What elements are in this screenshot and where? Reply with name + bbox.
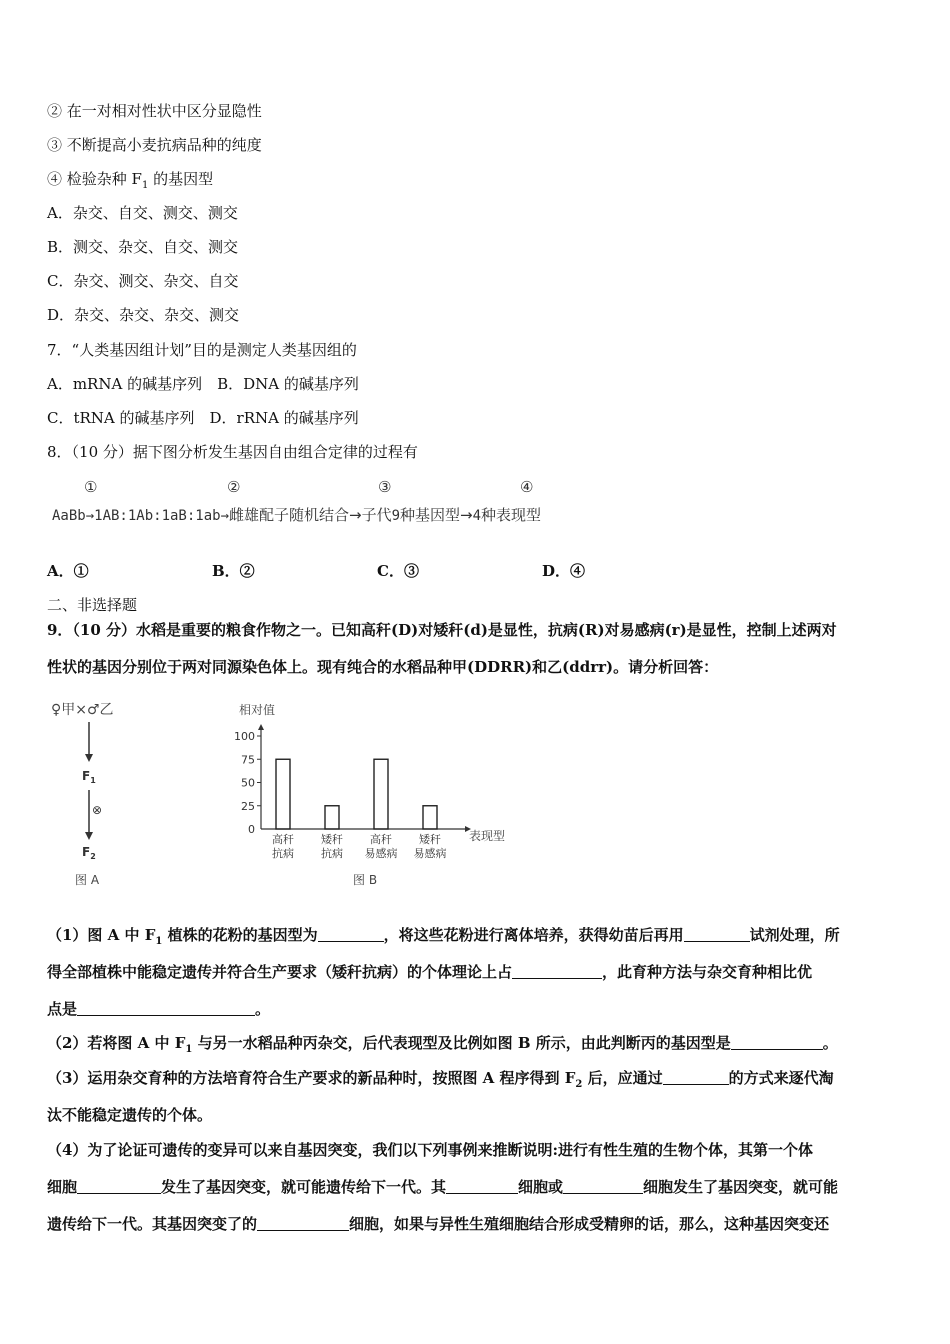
figure-a-caption: 图 A xyxy=(75,873,100,887)
q9-part2: （2）若将图 A 中 $F_1$ 与另一水稻品种丙杂交，后代表现型及比例如图 B 所示，由此判断丙的基因型是 。 xyxy=(47,1034,838,1055)
section-heading: 二、非选择题 xyxy=(47,596,138,614)
q7-options-ab: A．mRNA 的碱基序列 B．DNA 的碱基序列 xyxy=(47,375,359,393)
figure-b-chart xyxy=(225,694,525,894)
q9-part3-line2: 汰不能稳定遗传的个体。 xyxy=(47,1106,213,1124)
q8-flow-diagram xyxy=(52,504,541,525)
flow-text-1: 雌雄配子随机结合→子代 xyxy=(229,506,392,524)
chart-x-tick-label: 高秆 xyxy=(272,833,294,846)
q8-option-c: C．③ xyxy=(377,562,419,580)
q9-part4-line1: （4）为了论证可遗传的变异可以来自基因突变，我们以下列事例来推断说明:进行有性生殖的生物个体，其第一个体 xyxy=(47,1141,813,1159)
flow-genotype: AaBb→1AB:1Ab:1aB:1ab→ xyxy=(52,508,230,524)
q7-options-cd: C．tRNA 的碱基序列 D．rRNA 的碱基序列 xyxy=(47,409,359,427)
q8-marker-3: ③ xyxy=(378,478,392,496)
figure-a-cross: ♀甲×♂乙 xyxy=(51,702,114,718)
chart-x-tick-label: 高秆 xyxy=(370,833,392,846)
q8-option-b: B．② xyxy=(212,562,255,580)
chart-x-tick-label: 矮秆 xyxy=(321,833,343,846)
q9-part4-line2: 细胞 发生了基因突变，就可能遗传给下一代。其 细胞或 细胞发生了基因突变，就可能 xyxy=(47,1178,839,1196)
answer-blank[interactable] xyxy=(563,1178,643,1194)
chart-y-tick-label: 75 xyxy=(241,753,255,767)
q9-part1-line3: 点是 。 xyxy=(47,1000,271,1018)
answer-blank[interactable] xyxy=(446,1178,518,1194)
q9-stem-line1: 9．（10 分）水稻是重要的粮食作物之一。已知高秆(D)对矮秆(d)是显性，抗病(R)对易感病(r)是显性，控制上述两对 xyxy=(47,621,837,639)
q6-option-a: A．杂交、自交、测交、测交 xyxy=(47,204,238,222)
q8-option-d: D．④ xyxy=(542,562,586,580)
figure-a xyxy=(45,694,165,894)
q8-option-a: A．① xyxy=(47,562,89,580)
answer-blank[interactable] xyxy=(318,926,384,942)
item-3: ③ 不断提高小麦抗病品种的纯度 xyxy=(47,136,262,154)
flow-num-2: 4 xyxy=(472,508,482,524)
flow-text-3: 种表现型 xyxy=(481,506,542,524)
chart-bar xyxy=(423,806,437,829)
chart-x-tick-label: 易感病 xyxy=(413,847,447,860)
chart-x-tick-label: 矮秆 xyxy=(419,833,441,846)
q9-part3-line1: （3）运用杂交育种的方法培育符合生产要求的新品种时，按照图 A 程序得到 $F_2$ 后，应通过 的方式来逐代淘 xyxy=(47,1069,834,1090)
q8-marker-1: ① xyxy=(84,478,98,496)
q9-stem-line2: 性状的基因分别位于两对同源染色体上。现有纯合的水稻品种甲(DDRR)和乙(ddrr)。请分析回答： xyxy=(47,658,719,676)
q6-option-d: D．杂交、杂交、杂交、测交 xyxy=(47,306,240,324)
item-2: ② 在一对相对性状中区分显隐性 xyxy=(47,102,262,120)
answer-blank[interactable] xyxy=(77,1178,161,1194)
q9-part1-line2: 得全部植株中能稳定遗传并符合生产要求（矮秆抗病）的个体理论上占 ，此育种方法与杂交育种相比优 xyxy=(47,963,813,981)
chart-bar xyxy=(325,806,339,829)
chart-bar xyxy=(276,759,290,829)
figure-a-f1: $F_1$ xyxy=(82,769,96,785)
chart-y-tick-label: 50 xyxy=(241,776,255,790)
chart-y-tick-label: 100 xyxy=(234,730,255,743)
q8-marker-4: ④ xyxy=(520,478,534,496)
q6-option-c: C．杂交、测交、杂交、自交 xyxy=(47,272,239,290)
chart-bar xyxy=(374,759,388,829)
figure-a-selfing: ⊗ xyxy=(92,803,103,817)
chart-y-tick-label: 0 xyxy=(248,823,255,836)
figure-a-f2: $F_2$ xyxy=(82,845,96,861)
q8-marker-2: ② xyxy=(227,478,241,496)
chart-y-axis-arrow xyxy=(258,724,264,730)
answer-blank[interactable] xyxy=(512,963,602,979)
answer-blank[interactable] xyxy=(731,1034,823,1050)
answer-blank[interactable] xyxy=(684,926,750,942)
flow-num-1: 9 xyxy=(391,508,401,524)
q8-stem: 8．（10 分）据下图分析发生基因自由组合定律的过程有 xyxy=(47,443,418,461)
chart-y-tick-label: 25 xyxy=(241,799,255,813)
item-4: ④ 检验杂种 $F_1$ 的基因型 xyxy=(47,170,214,191)
chart-caption: 图 B xyxy=(353,873,378,887)
q6-option-b: B．测交、杂交、自交、测交 xyxy=(47,238,239,256)
chart-x-tick-label: 易感病 xyxy=(364,847,398,860)
q7-stem: 7．“人类基因组计划”目的是测定人类基因组的 xyxy=(47,341,357,359)
answer-blank[interactable] xyxy=(257,1215,349,1231)
answer-blank[interactable] xyxy=(663,1069,729,1085)
chart-ylabel: 相对值 xyxy=(239,703,276,717)
chart-xlabel: 表现型 xyxy=(469,829,506,843)
q9-part4-line3: 遗传给下一代。其基因突变了的 细胞，如果与异性生殖细胞结合形成受精卵的话，那么，这种基因突变还 xyxy=(47,1215,830,1233)
chart-x-tick-label: 抗病 xyxy=(272,847,294,860)
q9-part1-line1: （1）图 A 中 $F_1$ 植株的花粉的基因型为 ，将这些花粉进行离体培养，获得幼苗后再用 试剂处理，所 xyxy=(47,926,840,947)
answer-blank[interactable] xyxy=(77,1000,255,1016)
chart-x-tick-label: 抗病 xyxy=(321,847,343,860)
flow-text-2: 种基因型→ xyxy=(400,506,473,524)
